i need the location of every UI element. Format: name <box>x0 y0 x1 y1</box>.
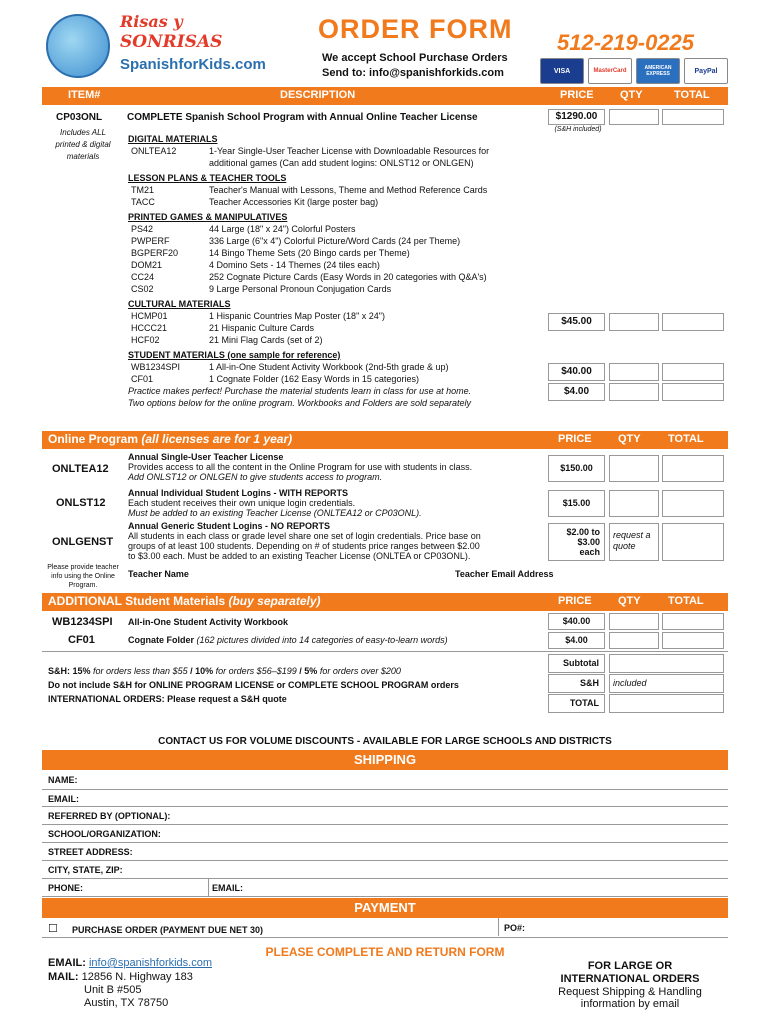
name-label: NAME: <box>48 775 78 785</box>
list-item: CS02 9 Large Personal Pronoun Conjugation Cards <box>131 284 392 294</box>
street-field[interactable] <box>160 844 726 858</box>
list-item: DOM21 4 Domino Sets - 14 Themes (24 tiles each) <box>131 260 380 270</box>
sh-line3: INTERNATIONAL ORDERS: Please request a S&H quote <box>48 694 287 704</box>
logo-line3: SpanishforKids.com <box>120 56 266 73</box>
po-number-field[interactable] <box>530 920 725 934</box>
phone-label: PHONE: <box>48 883 84 893</box>
grand-total-field[interactable] <box>609 694 724 713</box>
school-field[interactable] <box>190 826 726 840</box>
total-online-1[interactable] <box>662 455 724 482</box>
return-note: PLEASE COMPLETE AND RETURN FORM <box>265 945 505 959</box>
email2-label: EMAIL: <box>212 883 243 893</box>
online-header <box>42 431 728 449</box>
paypal-icon: PayPal <box>684 58 728 84</box>
col-description: DESCRIPTION <box>280 89 356 101</box>
total-online-2[interactable] <box>662 490 724 517</box>
col-total: TOTAL <box>674 89 710 101</box>
additional-price-1: $40.00 <box>548 613 605 630</box>
online-row-line: All students in each class or grade level share one set of login credentials. Price base on <box>128 531 481 541</box>
teacher-email-field[interactable] <box>545 566 725 582</box>
list-item: ONLTEA12 1-Year Single-User Teacher License with Downloadable Resources for <box>131 146 490 156</box>
teacher-name-label: Teacher Name <box>128 569 189 579</box>
online-price-2: $15.00 <box>548 490 605 517</box>
po-line: We accept School Purchase Orders <box>322 52 508 64</box>
additional-heading-note: (buy separately) <box>228 594 321 608</box>
large-orders: FOR LARGE OR INTERNATIONAL ORDERS <box>560 960 700 985</box>
send-line: Send to: info@spanishforkids.com <box>322 67 504 79</box>
sh-line2: Do not include S&H for ONLINE PROGRAM LICENSE or COMPLETE SCHOOL PROGRAM orders <box>48 680 459 690</box>
total-cultural[interactable] <box>662 313 724 331</box>
logo-line2: SONRISAS <box>120 32 223 52</box>
provide-note: Please provide teacher info using the Online Program. <box>47 564 119 589</box>
list-item: PS42 44 Large (18" x 24") Colorful Posters <box>131 224 356 234</box>
po-number-label: PO#: <box>504 923 526 933</box>
online-row-line: Each student receives their own unique login credentials. <box>128 498 356 508</box>
list-item: BGPERF20 14 Bingo Theme Sets (20 Bingo cards per Theme) <box>131 248 410 258</box>
list-item: CF01 1 Cognate Folder (162 Easy Words in 15 categories) <box>131 374 419 384</box>
email2-field[interactable] <box>255 880 725 894</box>
qty-cultural[interactable] <box>609 313 659 331</box>
online-row-line: Provides access to all the content in the Online Program for use with students in class. <box>128 462 473 472</box>
total-complete[interactable] <box>662 109 724 125</box>
qty-online-1[interactable] <box>609 455 659 482</box>
po-label: PURCHASE ORDER (PAYMENT DUE NET 30) <box>72 925 264 935</box>
online-row-title: Annual Single-User Teacher License <box>128 452 284 462</box>
online-heading: Online Program <box>48 432 139 446</box>
col-qty: QTY <box>618 595 641 607</box>
additional-desc-1: All-in-One Student Activity Workbook <box>128 617 289 627</box>
list-item: HCCC21 21 Hispanic Culture Cards <box>131 323 315 333</box>
name-field[interactable] <box>90 772 726 786</box>
online-row-line: groups of at least 100 students. Depending on # of students price ranges between $2.00 <box>128 541 480 551</box>
online-code-2: ONLST12 <box>56 497 106 509</box>
sh-included: (S&H included) <box>554 126 602 133</box>
qty-additional-2[interactable] <box>609 632 659 649</box>
cultural-price: $45.00 <box>548 313 605 331</box>
practice-line2: Two options below for the online program. Workbooks and Folders are sold separately <box>128 398 472 408</box>
online-row-title: Annual Individual Student Logins - WITH REPORTS <box>128 488 348 498</box>
sh-label: S&H <box>548 674 605 693</box>
city-field[interactable] <box>150 862 726 876</box>
total-additional-2[interactable] <box>662 632 724 649</box>
col-total: TOTAL <box>668 595 704 607</box>
complete-details <box>128 133 548 409</box>
qty-online-2[interactable] <box>609 490 659 517</box>
online-row-line: Must be added to an existing Teacher License (ONLTEA12 or CP03ONL). <box>128 508 422 518</box>
city-label: CITY, STATE, ZIP: <box>48 865 123 875</box>
online-row-2 <box>128 488 548 518</box>
online-heading-note: (all licenses are for 1 year) <box>141 432 293 446</box>
games-heading: PRINTED GAMES & MANIPULATIVES <box>128 212 288 222</box>
phone-number: 512-219-0225 <box>557 30 695 55</box>
referred-label: REFERRED BY (OPTIONAL): <box>48 811 171 821</box>
email-label: EMAIL: <box>48 794 79 804</box>
online-row-line: to $3.00 each. Must be added to an existing Teacher License (ONLTEA or CP03ONL). <box>128 551 471 561</box>
teacher-email-label: Teacher Email Address <box>455 569 554 579</box>
online-price-3: $2.00 to $3.00 each <box>548 523 605 561</box>
total-folder[interactable] <box>662 383 724 401</box>
qty-online-3: request a quote <box>609 523 659 561</box>
qty-folder[interactable] <box>609 383 659 401</box>
mastercard-icon: MasterCard <box>588 58 632 84</box>
subtotal-label: Subtotal <box>548 654 605 673</box>
online-code-1: ONLTEA12 <box>52 463 109 475</box>
street-label: STREET ADDRESS: <box>48 847 133 857</box>
payment-header: PAYMENT <box>42 898 728 918</box>
complete-title: COMPLETE Spanish School Program with Annual Online Teacher License <box>127 112 478 123</box>
practice-line1: Practice makes perfect! Purchase the material students learn in class for use at home. <box>128 386 472 396</box>
folder-price: $4.00 <box>548 383 605 401</box>
total-additional-1[interactable] <box>662 613 724 630</box>
logo <box>46 10 296 80</box>
email-field[interactable] <box>90 791 726 805</box>
cultural-heading: CULTURAL MATERIALS <box>128 299 231 309</box>
additional-price-2: $4.00 <box>548 632 605 649</box>
shipping-header: SHIPPING <box>42 750 728 770</box>
footer-email: EMAIL: info@spanishforkids.com <box>48 957 213 969</box>
referred-field[interactable] <box>200 808 726 822</box>
list-item: PWPERF 336 Large (6"x 4") Colorful Picture/Word Cards (24 per Theme) <box>131 236 461 246</box>
online-row-title: Annual Generic Student Logins - NO REPORTS <box>128 521 331 531</box>
col-total: TOTAL <box>668 433 704 445</box>
volume-discounts: CONTACT US FOR VOLUME DISCOUNTS - AVAILABLE FOR LARGE SCHOOLS AND DISTRICTS <box>158 736 612 747</box>
col-price: PRICE <box>558 595 592 607</box>
online-row-3 <box>128 521 548 561</box>
form-title: ORDER FORM <box>318 14 513 44</box>
visa-icon: VISA <box>540 58 584 84</box>
online-row-1 <box>128 452 548 482</box>
col-price: PRICE <box>560 89 594 101</box>
list-item: TM21 Teacher's Manual with Lessons, Theme and Method Reference Cards <box>131 185 488 195</box>
logo-line1: Risas y <box>120 12 183 31</box>
additional-heading: ADDITIONAL Student Materials <box>48 594 226 608</box>
email-link[interactable]: info@spanishforkids.com <box>88 957 213 969</box>
student-heading: STUDENT MATERIALS (one sample for reference) <box>128 350 341 360</box>
workbook-price: $40.00 <box>548 363 605 381</box>
qty-additional-1[interactable] <box>609 613 659 630</box>
additional-code-1: WB1234SPI <box>52 616 113 628</box>
total-workbook[interactable] <box>662 363 724 381</box>
teacher-name-field[interactable] <box>200 566 450 582</box>
total-online-3[interactable] <box>662 523 724 561</box>
footer-mail: MAIL: 12856 N. Highway 183 Unit B #505 Austin, TX 78750 <box>48 971 193 1009</box>
po-checkbox[interactable]: ☐ <box>48 923 58 935</box>
additional-desc-2: Cognate Folder (162 pictures divided into 14 categories of easy-to-learn words) <box>128 635 448 645</box>
total-label: TOTAL <box>548 694 605 713</box>
list-item: additional games (Can add student logins: ONLST12 or ONLGEN) <box>209 158 474 168</box>
list-item: CC24 252 Cognate Picture Cards (Easy Words in 20 categories with Q&A's) <box>131 272 487 282</box>
list-item: HCF02 21 Mini Flag Cards (set of 2) <box>131 335 323 345</box>
lesson-heading: LESSON PLANS & TEACHER TOOLS <box>128 173 287 183</box>
list-item: WB1234SPI 1 All-in-One Student Activity Workbook (2nd-5th grade & up) <box>131 362 449 372</box>
complete-note: Includes ALL printed & digital materials <box>55 128 111 161</box>
additional-header <box>42 593 728 611</box>
subtotal-field[interactable] <box>609 654 724 673</box>
digital-heading: DIGITAL MATERIALS <box>128 134 218 144</box>
col-price: PRICE <box>558 433 592 445</box>
col-qty: QTY <box>620 89 643 101</box>
online-code-3: ONLGENST <box>52 536 114 548</box>
request-info: Request Shipping & Handling information by email <box>558 986 702 1010</box>
online-row-line: Add ONLST12 or ONLGEN to give students access to program. <box>128 472 383 482</box>
complete-price: $1290.00 <box>548 109 605 125</box>
col-qty: QTY <box>618 433 641 445</box>
list-item: TACC Teacher Accessories Kit (large poster bag) <box>131 197 379 207</box>
qty-complete[interactable] <box>609 109 659 125</box>
globe-icon <box>46 14 110 78</box>
phone-field[interactable] <box>95 880 205 894</box>
sh-included-value: included <box>609 674 724 693</box>
additional-code-2: CF01 <box>68 634 95 646</box>
list-item: HCMP01 1 Hispanic Countries Map Poster (18" x 24") <box>131 311 385 321</box>
online-price-1: $150.00 <box>548 455 605 482</box>
amex-icon: AMERICAN EXPRESS <box>636 58 680 84</box>
complete-code: CP03ONL <box>56 112 103 123</box>
qty-workbook[interactable] <box>609 363 659 381</box>
sh-info: S&H: 15% for orders less than $55 / 10% for orders $56–$199 / 5% for orders over $200 Do not include S&H for ONLINE PROGRAM LICENSE or COMPLETE SCHOOL PROGRAM orders INTERNATIONAL ORDERS: Please request a S&H quote <box>48 666 459 704</box>
table-header <box>42 87 728 105</box>
school-label: SCHOOL/ORGANIZATION: <box>48 829 161 839</box>
col-item: ITEM# <box>68 89 101 101</box>
